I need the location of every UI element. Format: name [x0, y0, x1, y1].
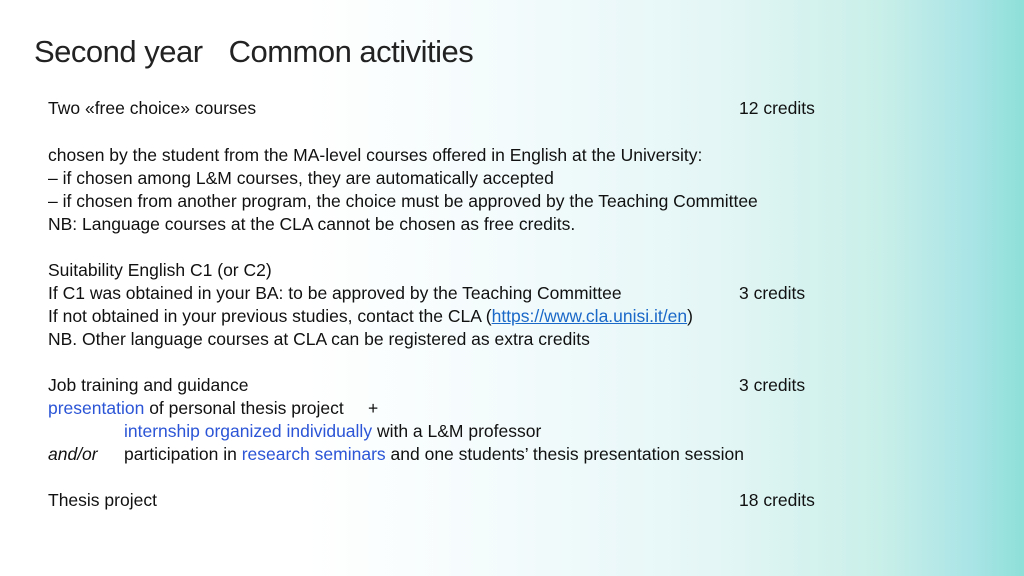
participation-text: participation in [124, 444, 242, 464]
presentation-highlight: presentation [48, 398, 145, 418]
free-choice-line-1: chosen by the student from the MA-level courses offered in English at the University: [48, 145, 703, 165]
thesis-heading: Thesis project [48, 490, 157, 510]
job-training-line-1 [48, 397, 378, 419]
suitability-line-2 [48, 305, 693, 327]
title-part-2: Common activities [228, 34, 474, 69]
job-training-line-2-rest: with a L&M professor [372, 421, 542, 441]
suitability-credits: 3 credits [739, 283, 806, 303]
job-training-line-1-rest: of personal thesis project + [144, 398, 379, 418]
job-training-credits: 3 credits [739, 375, 806, 395]
cla-link[interactable]: https://www.cla.unisi.it/en [491, 306, 688, 326]
job-training-line-2 [124, 420, 541, 442]
job-training-heading: Job training and guidance [48, 375, 249, 395]
suitability-line-2-before: If not obtained in your previous studies, contact the CLA ( [48, 306, 492, 326]
internship-highlight: internship organized individually [124, 421, 373, 441]
andor-label: and/or [48, 444, 98, 464]
free-choice-credits: 12 credits [739, 98, 815, 118]
job-training-line-3-rest: and one students’ thesis presentation session [385, 444, 745, 464]
suitability-heading: Suitability English C1 (or C2) [48, 260, 272, 280]
suitability-line-1: If C1 was obtained in your BA: to be approved by the Teaching Committee [48, 283, 622, 303]
title-part-1: Second year [34, 34, 203, 69]
free-choice-line-2: – if chosen among L&M courses, they are automatically accepted [48, 168, 554, 188]
free-choice-heading: Two «free choice» courses [48, 98, 257, 118]
suitability-line-2-after: ) [687, 306, 693, 326]
free-choice-line-3: – if chosen from another program, the choice must be approved by the Teaching Committee [48, 191, 758, 211]
free-choice-line-4: NB: Language courses at the CLA cannot be chosen as free credits. [48, 214, 576, 234]
seminars-highlight: research seminars [241, 444, 386, 464]
thesis-credits: 18 credits [739, 490, 815, 510]
suitability-line-3: NB. Other language courses at CLA can be registered as extra credits [48, 329, 590, 349]
job-training-line-3 [124, 443, 744, 465]
slide-title [34, 34, 473, 70]
